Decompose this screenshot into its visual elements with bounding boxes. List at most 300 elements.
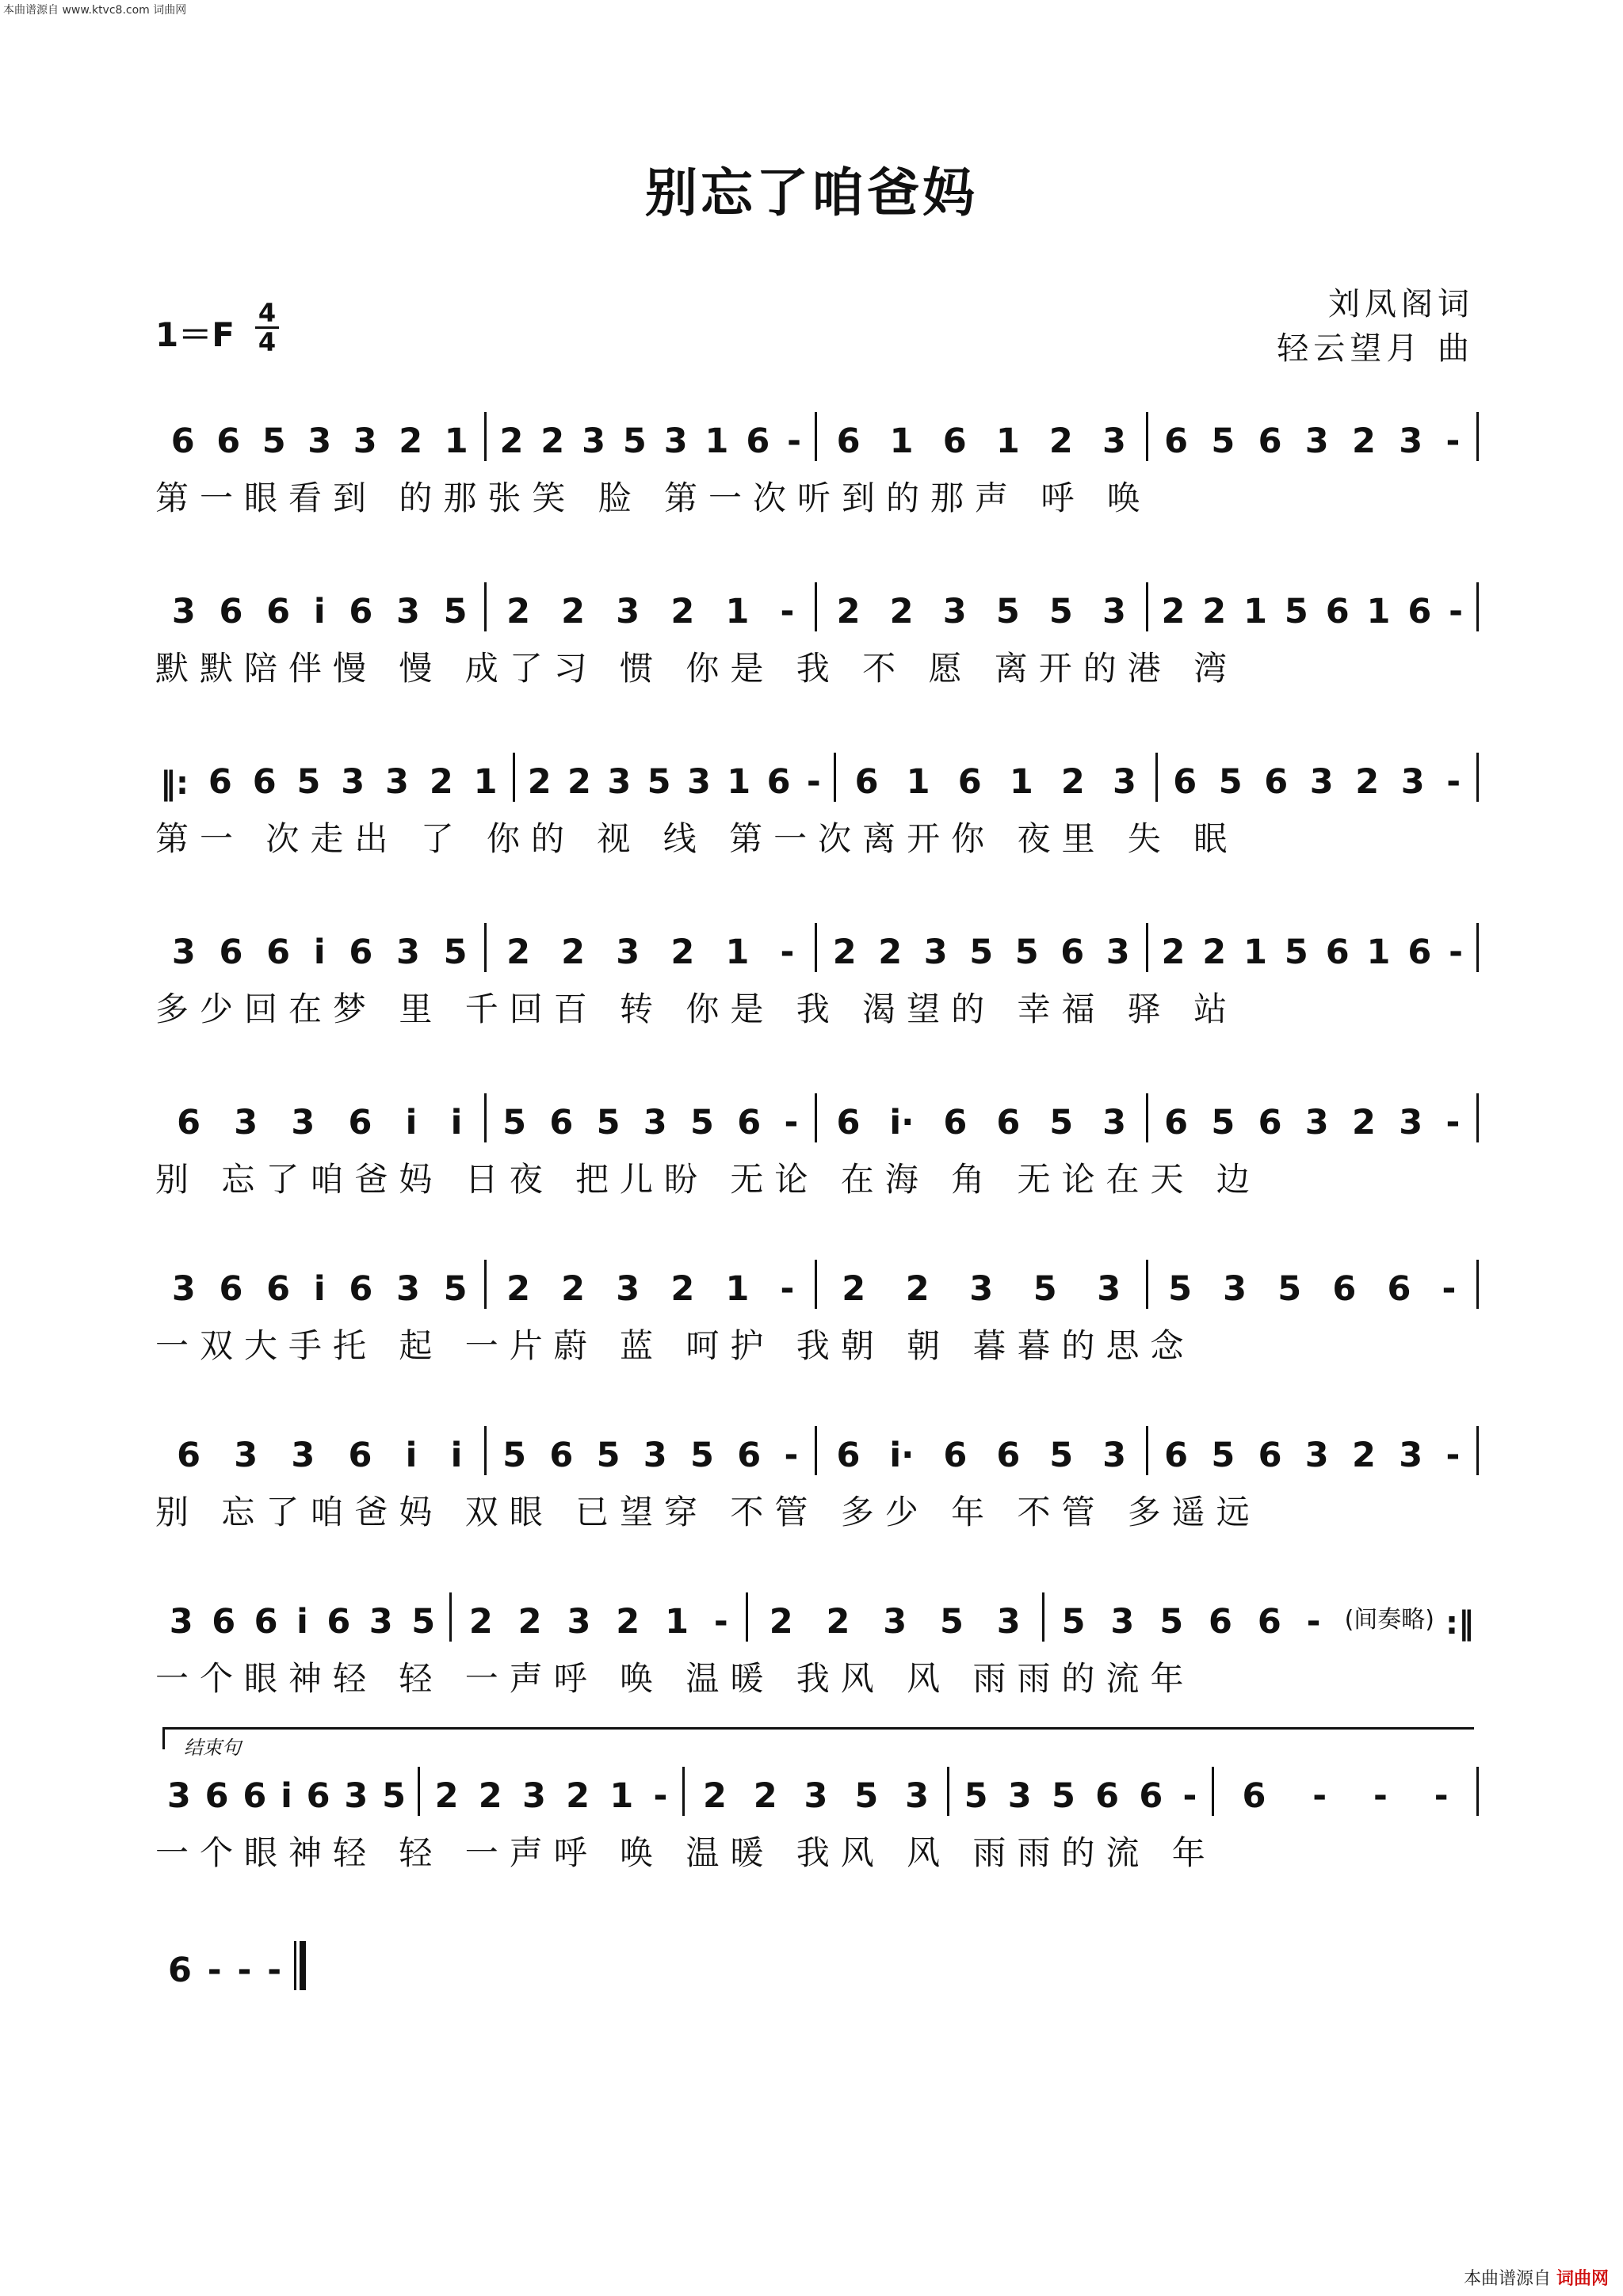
note: 3	[1110, 1602, 1135, 1642]
note: 3	[804, 1776, 828, 1816]
measure	[685, 1776, 947, 1816]
measure	[748, 1602, 1042, 1642]
measure	[155, 421, 484, 461]
score-row	[155, 1260, 1479, 1364]
note: 6	[266, 592, 291, 631]
note: 2	[1060, 762, 1085, 802]
note: 3	[905, 1776, 930, 1816]
note: 6	[208, 762, 232, 802]
note: 6	[219, 592, 243, 631]
lyricist-credit: 刘凤阁词	[1328, 286, 1474, 322]
barline	[1476, 1093, 1479, 1142]
dash-note: -	[1312, 1776, 1327, 1816]
note: 3	[291, 1103, 315, 1142]
dash-note: -	[787, 421, 801, 461]
note: 5	[690, 1436, 714, 1475]
note: i	[313, 933, 326, 972]
dash-note: -	[780, 592, 795, 631]
note: 2	[567, 762, 591, 802]
note: 3	[1106, 933, 1130, 972]
note: 6	[737, 1103, 762, 1142]
notes-line	[155, 1592, 1479, 1642]
barline	[1476, 753, 1479, 802]
key-signature: 1＝F	[155, 315, 235, 354]
note: 3	[643, 1103, 667, 1142]
lyric-line: 一个眼神轻 轻 一声呼 唤 温暖 我风 风 雨雨的流 年	[155, 1833, 1216, 1872]
note: 1	[473, 762, 498, 802]
note: 2	[1352, 1436, 1376, 1475]
measure	[817, 933, 1146, 972]
note: 1	[727, 762, 751, 802]
dash-note: -	[653, 1776, 668, 1816]
note: 3	[1304, 421, 1329, 461]
note: 3	[171, 933, 196, 972]
note: 2	[399, 421, 423, 461]
note: 6	[1173, 762, 1197, 802]
note: 1	[725, 933, 750, 972]
note: 2	[561, 1269, 586, 1309]
measure	[155, 1103, 484, 1142]
note: 5	[1284, 933, 1308, 972]
dash-note: -	[1445, 1436, 1461, 1475]
note: 6	[836, 1103, 861, 1142]
lyric-line: 别 忘了咱爸妈 双眼 已望穿 不管 多少 年 不管 多遥远	[155, 1493, 1261, 1531]
note: 2	[670, 933, 695, 972]
measure	[155, 1951, 294, 1990]
note: 2	[769, 1602, 793, 1642]
note: 6	[266, 933, 291, 972]
note: 5	[296, 762, 321, 802]
measure	[817, 1103, 1146, 1142]
note: 3	[582, 421, 605, 461]
note: 3	[395, 1269, 420, 1309]
note: 6	[1164, 1103, 1189, 1142]
score-row	[155, 582, 1479, 687]
barline	[1476, 1767, 1479, 1816]
note: 3	[969, 1269, 994, 1309]
note: 3	[1223, 1269, 1247, 1309]
note: 5	[443, 933, 468, 972]
note: 6	[996, 1103, 1021, 1142]
note: 5	[1211, 421, 1235, 461]
score-row	[155, 1767, 1479, 1871]
note: 2	[1352, 421, 1376, 461]
note: 2	[561, 592, 586, 631]
note: 1	[1243, 592, 1267, 631]
note: 6	[1264, 762, 1289, 802]
notes-line	[155, 923, 1479, 972]
note: 1	[1366, 592, 1391, 631]
note: 5	[964, 1776, 988, 1816]
note: 6	[996, 1436, 1021, 1475]
source-note: 本曲谱源自 www.ktvc8.com 词曲网	[3, 4, 187, 17]
note: 3	[1007, 1776, 1032, 1816]
note: 6	[766, 762, 791, 802]
note: 6	[348, 1103, 372, 1142]
note: 6	[204, 1776, 229, 1816]
note: 6	[266, 1269, 291, 1309]
note: 2	[540, 421, 565, 461]
footer-brand[interactable]: 词曲网	[1556, 2269, 1609, 2289]
note: 6	[306, 1776, 330, 1816]
measure	[1148, 1103, 1477, 1142]
note: 1	[725, 1269, 750, 1309]
dash-note: -	[1445, 1103, 1461, 1142]
ending-bracket-tick	[162, 1727, 165, 1749]
dash-note: -	[1449, 592, 1463, 631]
lyric-line: 别 忘了咱爸妈 日夜 把儿盼 无论 在海 角 无论在天 边	[155, 1160, 1261, 1199]
lyric-line: 默默陪伴慢 慢 成了习 惯 你是 我 不 愿 离开的港 湾	[155, 649, 1239, 688]
notes-line	[155, 1426, 1479, 1475]
final-barline	[300, 1941, 306, 1990]
barline	[1476, 582, 1479, 631]
note: 6	[349, 1269, 373, 1309]
score-row	[155, 1093, 1479, 1198]
note: 1	[1009, 762, 1033, 802]
note: 5	[1049, 1436, 1074, 1475]
note: 6	[1387, 1269, 1411, 1309]
barline	[1476, 412, 1479, 461]
note: 3	[616, 933, 640, 972]
note: 6	[242, 1776, 267, 1816]
note: 3	[1112, 762, 1136, 802]
footer-text: 本曲谱源自	[1463, 2269, 1551, 2289]
note: 5	[1284, 592, 1308, 631]
score-row	[155, 1426, 1479, 1531]
note: 6	[177, 1103, 201, 1142]
note: 6	[1407, 933, 1432, 972]
note: 6	[1407, 592, 1432, 631]
note: 5	[690, 1103, 714, 1142]
note: 6	[167, 1951, 192, 1990]
note: 5	[502, 1436, 527, 1475]
lyric-line: 一个眼神轻 轻 一声呼 唤 温暖 我风 风 雨雨的流年	[155, 1659, 1195, 1698]
note: 6	[943, 1103, 968, 1142]
note: 6	[1258, 1436, 1282, 1475]
lyric-line: 一双大手托 起 一片蔚 蓝 呵护 我朝 朝 暮暮的思念	[155, 1326, 1195, 1365]
note: 2	[1355, 762, 1380, 802]
note: 3	[1304, 1436, 1329, 1475]
note: i	[450, 1436, 463, 1475]
note: 2	[561, 933, 586, 972]
notes-line	[155, 412, 1479, 461]
measure	[1148, 421, 1477, 461]
measure	[420, 1776, 682, 1816]
note: 3	[1304, 1103, 1329, 1142]
note: 6	[1209, 1602, 1232, 1642]
note: 3	[567, 1602, 591, 1642]
note: 2	[842, 1269, 866, 1309]
note: 3	[1400, 762, 1425, 802]
measure	[452, 1602, 746, 1642]
note: 2	[517, 1602, 542, 1642]
note: 2	[1202, 933, 1227, 972]
note: 3	[171, 592, 196, 631]
note: i	[313, 592, 326, 631]
barline	[294, 1941, 296, 1990]
note: 2	[478, 1776, 502, 1816]
note: 3	[234, 1103, 258, 1142]
notes-line	[155, 1941, 306, 1990]
measure	[487, 933, 815, 972]
score-row	[155, 923, 1479, 1028]
note: 6	[836, 421, 861, 461]
note: 3	[169, 1602, 193, 1642]
note: 6	[836, 1436, 861, 1475]
lyric-line: 第一 次走出 了 你的 视 线 第一次离开你 夜里 失 眠	[155, 819, 1239, 858]
footer	[1464, 2265, 1609, 2290]
repeat-end: :‖	[1445, 1605, 1474, 1642]
note: 5	[1159, 1602, 1184, 1642]
notes-line	[155, 1767, 1479, 1816]
composer-credit: 轻云望月 曲	[1277, 330, 1474, 367]
dash-note: -	[1373, 1776, 1388, 1816]
note: 2	[434, 1776, 459, 1816]
dash-note: -	[784, 1103, 799, 1142]
note: i	[296, 1602, 308, 1642]
note: 5	[1168, 1269, 1192, 1309]
note: 2	[702, 1776, 727, 1816]
note: 5	[940, 1602, 964, 1642]
note: 1	[705, 421, 729, 461]
note: i	[405, 1103, 418, 1142]
note: 6	[1164, 1436, 1189, 1475]
note: 3	[942, 592, 967, 631]
note: 5	[1033, 1269, 1057, 1309]
dash-note: -	[1446, 762, 1461, 802]
note: 6	[1164, 421, 1189, 461]
note: 6	[549, 1436, 574, 1475]
ending-label: 结束句	[184, 1737, 241, 1759]
note: 5	[854, 1776, 879, 1816]
measure	[155, 1776, 418, 1816]
interlude-note: (间奏略)	[1344, 1606, 1434, 1634]
measure	[487, 421, 815, 461]
note: 2	[670, 1269, 695, 1309]
measure	[1148, 1436, 1477, 1475]
note: 5	[382, 1776, 407, 1816]
note: 5	[443, 592, 468, 631]
note: 5	[1049, 1103, 1074, 1142]
note: 5	[1014, 933, 1039, 972]
dash-note: -	[713, 1602, 728, 1642]
note: 6	[254, 1602, 278, 1642]
note: 3	[1399, 1103, 1423, 1142]
note: 3	[643, 1436, 667, 1475]
note: 3	[369, 1602, 393, 1642]
measure	[487, 1436, 815, 1475]
dash-note: -	[207, 1951, 222, 1990]
note: 5	[1051, 1776, 1075, 1816]
note: 6	[942, 421, 967, 461]
measure	[1158, 762, 1477, 802]
note: 3	[1102, 592, 1126, 631]
note: 3	[1399, 421, 1423, 461]
note: 1	[1243, 933, 1267, 972]
note: 5	[596, 1436, 621, 1475]
note: 5	[1061, 1602, 1086, 1642]
measure	[155, 1269, 484, 1309]
note: 3	[1102, 421, 1126, 461]
measure	[949, 1776, 1212, 1816]
note: 5	[647, 762, 671, 802]
note: 3	[1102, 1436, 1127, 1475]
note: 6	[348, 1436, 372, 1475]
measure	[487, 592, 815, 631]
note: 5	[1211, 1436, 1235, 1475]
note: 2	[670, 592, 695, 631]
notes-line	[155, 582, 1479, 631]
note: 1	[995, 421, 1020, 461]
note: 2	[566, 1776, 590, 1816]
note: 1	[889, 421, 914, 461]
meter-top: 4	[258, 298, 277, 328]
note: 2	[905, 1269, 930, 1309]
lyric-line: 第一眼看到 的那张笑 脸 第一次听到的那声 呼 唤	[155, 479, 1151, 517]
note: 5	[969, 933, 994, 972]
note: 2	[1202, 592, 1227, 631]
score-row	[155, 753, 1479, 857]
note: 3	[883, 1602, 907, 1642]
note: 6	[177, 1436, 201, 1475]
note: 3	[385, 762, 409, 802]
note: 1	[906, 762, 930, 802]
note: 2	[1352, 1103, 1376, 1142]
measure	[1148, 1269, 1477, 1309]
note: 3	[344, 1776, 369, 1816]
dash-note: -	[1445, 421, 1461, 461]
measure	[193, 762, 513, 802]
note: 3	[1097, 1269, 1121, 1309]
note: 3	[996, 1602, 1021, 1642]
note: 3	[307, 421, 332, 461]
note: 3	[1102, 1103, 1127, 1142]
note: 6	[1060, 933, 1085, 972]
note: 3	[395, 933, 420, 972]
note: 5	[622, 421, 647, 461]
notes-line	[155, 1093, 1479, 1142]
note: 6	[327, 1602, 351, 1642]
score-row	[155, 412, 1479, 517]
note: 2	[616, 1602, 640, 1642]
dash-note: -	[237, 1951, 252, 1990]
note: 6	[1139, 1776, 1163, 1816]
measure	[836, 762, 1155, 802]
note: i	[405, 1436, 418, 1475]
note: 1	[444, 421, 468, 461]
dash-note: -	[1442, 1269, 1457, 1309]
dash-note: -	[780, 1269, 795, 1309]
measure	[817, 592, 1146, 631]
note: i·	[889, 1103, 915, 1142]
note: 6	[737, 1436, 762, 1475]
note: 6	[219, 933, 243, 972]
score-row	[155, 1592, 1479, 1697]
note: 5	[411, 1602, 436, 1642]
note: 3	[291, 1436, 315, 1475]
dash-note: -	[1434, 1776, 1449, 1816]
dash-note: -	[784, 1436, 799, 1475]
measure	[155, 1602, 449, 1642]
measure	[487, 1103, 815, 1142]
note: 6	[212, 1602, 236, 1642]
note: 3	[663, 421, 688, 461]
note: 2	[1048, 421, 1073, 461]
page-title: 别忘了咱爸妈	[645, 162, 978, 223]
lyric-line: 多少回在梦 里 千回百 转 你是 我 渴望的 幸福 驿 站	[155, 990, 1239, 1028]
note: 5	[262, 421, 286, 461]
note: 6	[1325, 592, 1350, 631]
dash-note: -	[1182, 1776, 1197, 1816]
note: 2	[468, 1602, 493, 1642]
note: 3	[686, 762, 711, 802]
meter-bottom: 4	[258, 327, 277, 357]
note: 5	[502, 1103, 527, 1142]
note: i·	[889, 1436, 915, 1475]
note: 6	[1325, 933, 1350, 972]
note: i	[313, 1269, 326, 1309]
note: 2	[1161, 933, 1186, 972]
measure	[817, 1269, 1146, 1309]
note: 1	[725, 592, 750, 631]
note: 2	[889, 592, 914, 631]
note: 3	[171, 1269, 196, 1309]
note: 6	[1258, 1103, 1282, 1142]
dash-note: -	[806, 762, 821, 802]
note: 1	[665, 1602, 689, 1642]
measure	[1214, 1776, 1476, 1816]
note: i	[450, 1103, 463, 1142]
notes-line	[155, 1260, 1479, 1309]
note: 3	[234, 1436, 258, 1475]
note: 3	[395, 592, 420, 631]
note: 5	[443, 1269, 468, 1309]
barline	[1476, 1260, 1479, 1309]
note: 6	[349, 933, 373, 972]
note: 5	[995, 592, 1020, 631]
measure	[1148, 592, 1477, 631]
repeat-start: ‖:	[160, 765, 189, 802]
note: 6	[746, 421, 770, 461]
time-signature	[255, 299, 279, 356]
measure	[487, 1269, 815, 1309]
note: 5	[1211, 1103, 1235, 1142]
measure	[1044, 1602, 1338, 1642]
note: 2	[1161, 592, 1186, 631]
note: 3	[923, 933, 948, 972]
note: 2	[429, 762, 453, 802]
note: 6	[252, 762, 277, 802]
note: 2	[753, 1776, 777, 1816]
ending-bracket	[162, 1727, 1474, 1730]
note: 6	[1257, 1602, 1281, 1642]
measure	[155, 933, 484, 972]
measure	[515, 762, 834, 802]
note: 2	[506, 933, 530, 972]
note: 6	[1095, 1776, 1120, 1816]
note: 6	[349, 592, 373, 631]
note: 6	[219, 1269, 243, 1309]
note: 5	[596, 1103, 621, 1142]
lyric-line	[155, 2001, 306, 2046]
note: 3	[607, 762, 632, 802]
note: 3	[1399, 1436, 1423, 1475]
note: 3	[1309, 762, 1334, 802]
dash-note: -	[1306, 1602, 1321, 1642]
note: 6	[1258, 421, 1282, 461]
note: 3	[166, 1776, 191, 1816]
note: 2	[527, 762, 552, 802]
